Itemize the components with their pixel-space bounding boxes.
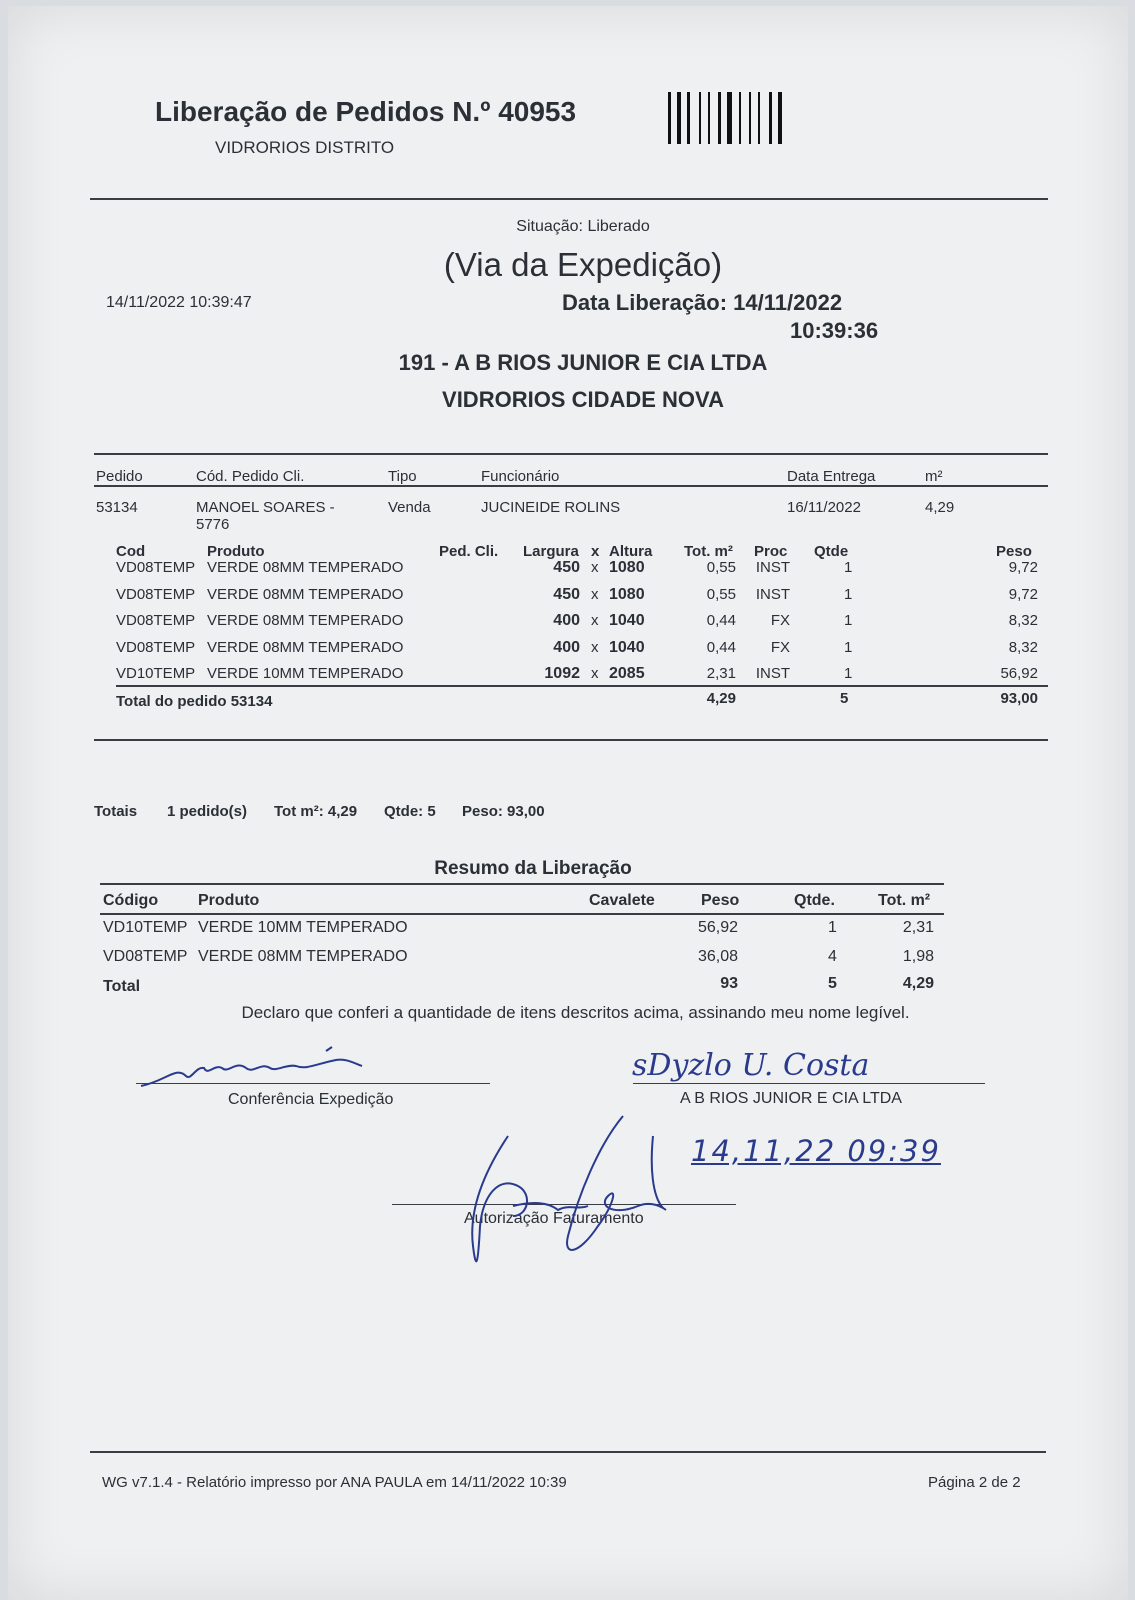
barcode-bar <box>677 92 681 144</box>
divider <box>100 913 944 915</box>
divider <box>116 685 1048 687</box>
summary-header-cavalete: Cavalete <box>589 892 655 909</box>
col-header-pedido: Pedido <box>96 468 143 485</box>
company-name: VIDRORIOS DISTRITO <box>215 138 395 157</box>
item-altura: 2085 <box>609 665 645 682</box>
summary-header-produto: Produto <box>198 892 260 909</box>
order-total-qtde: 5 <box>840 690 849 707</box>
signature-label-autorizacao: Autorização Faturamento <box>464 1210 644 1227</box>
status-text: Situação: Liberado <box>516 218 650 235</box>
barcode-bar <box>778 92 782 144</box>
summary-title: Resumo da Liberação <box>434 858 632 879</box>
divider <box>90 1451 1046 1453</box>
item-cod: VD08TEMP <box>116 612 196 629</box>
client-store: VIDRORIOS CIDADE NOVA <box>442 387 724 412</box>
item-cod: VD08TEMP <box>116 559 196 576</box>
item-produto: VERDE 08MM TEMPERADO <box>207 559 404 576</box>
item-produto: VERDE 08MM TEMPERADO <box>207 585 404 603</box>
signature-conferencia <box>136 1046 376 1091</box>
totals-orders: 1 pedido(s) <box>167 803 248 820</box>
summary-total-peso: 93 <box>720 975 738 992</box>
col-header-m2: m² <box>925 468 943 485</box>
item-tot-m2: 2,31 <box>706 665 736 682</box>
totals-qtde: Qtde: 5 <box>384 803 436 820</box>
item-largura: 1092 <box>544 665 580 682</box>
order-total-m2: 4,29 <box>706 690 736 707</box>
item-produto: VERDE 10MM TEMPERADO <box>207 665 404 682</box>
footer-page-number: Página 2 de 2 <box>928 1474 1021 1491</box>
barcode-bar <box>758 92 760 144</box>
item-qtde: 1 <box>844 559 853 576</box>
summary-peso: 56,92 <box>697 919 738 936</box>
summary-produto: VERDE 08MM TEMPERADO <box>198 948 408 965</box>
item-altura: 1040 <box>609 638 645 656</box>
client-order-code: MANOEL SOARES - <box>196 499 335 516</box>
signature-line-client <box>633 1083 985 1084</box>
item-x: x <box>591 559 599 576</box>
item-tot-m2: 0,55 <box>706 559 736 576</box>
client-signature: sDyzlo U. Costa <box>632 1048 870 1083</box>
item-altura: 1080 <box>609 559 645 576</box>
item-header-produto: Produto <box>207 543 265 560</box>
item-cod: VD10TEMP <box>116 665 196 682</box>
barcode-bar <box>739 92 741 144</box>
col-header-data-entrega: Data Entrega <box>787 468 876 485</box>
item-proc: INST <box>755 665 790 682</box>
declaration-text: Declaro que conferi a quantidade de itens descritos acima, assinando meu nome legível. <box>241 1003 910 1022</box>
summary-total-label: Total <box>103 978 141 995</box>
barcode-bar <box>769 92 772 144</box>
barcode-bar <box>749 92 751 144</box>
item-peso: 8,32 <box>1008 612 1038 629</box>
item-qtde: 1 <box>844 585 853 603</box>
item-qtde: 1 <box>844 665 853 682</box>
item-altura: 1040 <box>609 612 645 629</box>
item-cod: VD08TEMP <box>116 638 196 656</box>
item-x: x <box>591 638 599 656</box>
divider <box>94 453 1048 455</box>
summary-produto: VERDE 10MM TEMPERADO <box>198 919 408 936</box>
item-largura: 450 <box>553 585 580 603</box>
item-tot-m2: 0,44 <box>706 638 736 656</box>
item-header-largura: Largura <box>523 543 579 560</box>
signature-label-client: A B RIOS JUNIOR E CIA LTDA <box>680 1090 902 1107</box>
item-header-proc: Proc <box>754 543 788 560</box>
item-peso: 8,32 <box>1008 638 1038 656</box>
item-qtde: 1 <box>844 638 853 656</box>
copy-type-heading: (Via da Expedição) <box>443 246 723 283</box>
client-order-code-cont: 5776 <box>196 516 230 533</box>
barcode-bar <box>727 92 732 144</box>
divider <box>94 485 1048 487</box>
item-altura: 1080 <box>609 585 645 603</box>
item-header-tot-m2: Tot. m² <box>684 543 733 560</box>
signature-autorizacao <box>438 1106 678 1276</box>
printed-timestamp: 14/11/2022 10:39:47 <box>106 294 252 311</box>
order-type: Venda <box>388 499 431 516</box>
item-largura: 400 <box>553 638 580 656</box>
summary-total-qtde: 5 <box>828 975 837 992</box>
divider <box>90 198 1048 200</box>
item-header-x: x <box>591 543 600 560</box>
item-tot-m2: 0,55 <box>706 585 736 603</box>
item-tot-m2: 0,44 <box>706 612 736 629</box>
item-peso: 56,92 <box>1000 665 1038 682</box>
order-number: 53134 <box>96 499 138 516</box>
page-title: Liberação de Pedidos N.º 40953 <box>155 96 577 127</box>
totals-label: Totais <box>94 803 138 820</box>
item-largura: 450 <box>553 559 580 576</box>
barcode-bar <box>699 92 701 144</box>
item-produto: VERDE 08MM TEMPERADO <box>207 638 404 656</box>
divider <box>100 883 944 885</box>
delivery-date: 16/11/2022 <box>787 499 861 516</box>
summary-header-codigo: Código <box>103 892 159 909</box>
release-time: 10:39:36 <box>790 318 879 343</box>
item-header-altura: Altura <box>609 543 653 560</box>
barcode-bar <box>687 92 690 144</box>
item-x: x <box>591 612 599 629</box>
order-m2: 4,29 <box>925 499 955 516</box>
barcode-bar <box>708 92 710 144</box>
divider <box>94 739 1048 741</box>
summary-qtde: 4 <box>828 948 837 965</box>
release-date: Data Liberação: 14/11/2022 <box>562 290 843 315</box>
item-header-peso: Peso <box>996 543 1032 560</box>
item-proc: INST <box>755 585 790 603</box>
item-header-cod: Cod <box>116 543 146 560</box>
summary-total-tot-m2: 4,29 <box>902 975 934 992</box>
item-header-qtde: Qtde <box>814 543 849 560</box>
barcode-bar <box>718 92 721 144</box>
item-peso: 9,72 <box>1008 585 1038 603</box>
signature-label-conferencia: Conferência Expedição <box>228 1091 394 1108</box>
summary-tot-m2: 1,98 <box>902 948 934 965</box>
summary-header-peso: Peso <box>701 892 740 909</box>
employee: JUCINEIDE ROLINS <box>481 499 621 516</box>
summary-codigo: VD08TEMP <box>103 948 188 965</box>
summary-peso: 36,08 <box>697 948 738 965</box>
totals-peso: Peso: 93,00 <box>462 803 545 820</box>
item-proc: FX <box>770 638 790 656</box>
barcode <box>668 92 838 144</box>
summary-header-tot-m2: Tot. m² <box>878 892 931 909</box>
client-name: 191 - A B RIOS JUNIOR E CIA LTDA <box>398 350 768 375</box>
barcode-bar <box>668 92 671 144</box>
item-qtde: 1 <box>844 612 853 629</box>
item-proc: INST <box>755 559 790 576</box>
summary-qtde: 1 <box>828 919 837 936</box>
col-header-cod-pedido-cli: Cód. Pedido Cli. <box>196 468 305 485</box>
col-header-funcionario: Funcionário <box>481 468 560 485</box>
item-peso: 9,72 <box>1008 559 1038 576</box>
item-proc: FX <box>770 612 790 629</box>
order-total-label: Total do pedido 53134 <box>116 693 273 710</box>
item-header-ped-cli: Ped. Cli. <box>439 543 499 560</box>
order-total-peso: 93,00 <box>1000 690 1038 707</box>
handwritten-date: 14,11,22 09:39 <box>691 1134 941 1168</box>
col-header-tipo: Tipo <box>388 468 417 485</box>
summary-tot-m2: 2,31 <box>902 919 934 936</box>
item-produto: VERDE 08MM TEMPERADO <box>207 612 404 629</box>
report-page <box>8 6 1128 1600</box>
summary-header-qtde: Qtde. <box>794 892 835 909</box>
summary-codigo: VD10TEMP <box>103 919 188 936</box>
item-largura: 400 <box>553 612 580 629</box>
item-x: x <box>591 585 599 603</box>
item-x: x <box>591 665 599 682</box>
totals-m2: Tot m²: 4,29 <box>274 803 358 820</box>
footer-printed-by: WG v7.1.4 - Relatório impresso por ANA PAULA em 14/11/2022 10:39 <box>102 1474 567 1491</box>
item-cod: VD08TEMP <box>116 585 196 603</box>
